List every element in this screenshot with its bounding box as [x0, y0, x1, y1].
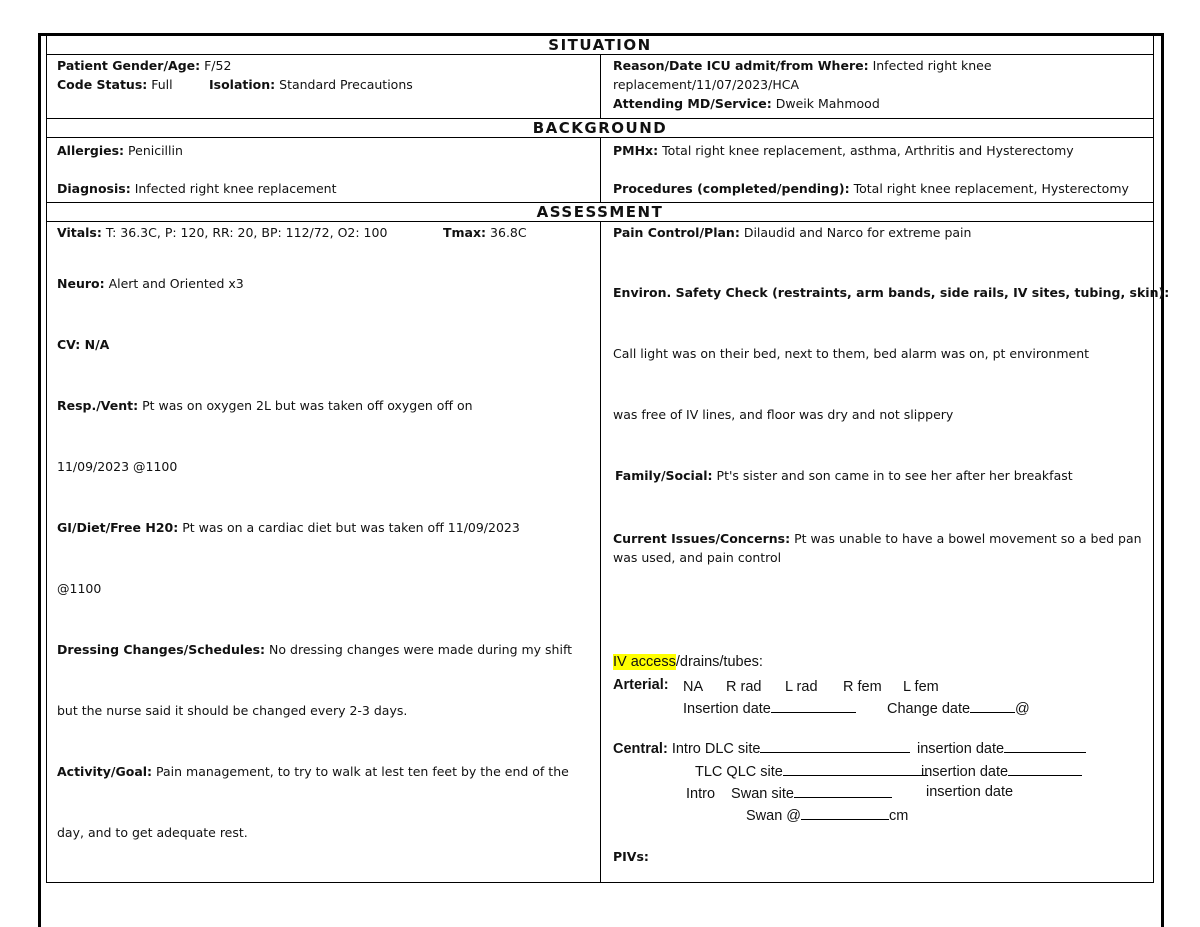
gender-age-line: Patient Gender/Age: F/52 [57, 58, 232, 73]
resp-line-2: 11/09/2023 @1100 [57, 459, 178, 474]
diagnosis-value: Infected right knee replacement [134, 181, 337, 196]
neuro-value: Alert and Oriented x3 [108, 276, 244, 291]
code-status-line: Code Status: Full [57, 77, 173, 92]
sbar-table [46, 36, 1170, 883]
neuro-line: Neuro: Alert and Oriented x3 [57, 276, 244, 291]
tlc-insertion-line: insertion date [921, 762, 1082, 780]
cv-line: CV: N/A [57, 337, 110, 352]
central-insertion-line: insertion date [917, 739, 1086, 757]
arterial-option-na: NA [683, 679, 704, 695]
issues-line: Current Issues/Concerns: Pt was unable to have a bowel movement so a bed pan [613, 531, 1142, 546]
isolation-line: Isolation: Standard Precautions [209, 77, 413, 92]
safety-line-1: Call light was on their bed, next to them, bed alarm was on, pt environment [613, 346, 1090, 361]
assessment-header: ASSESSMENT [47, 203, 1153, 222]
procedures-value: Total right knee replacement, Hysterectomy [853, 181, 1129, 196]
reason-line-2: replacement/11/07/2023/HCA [613, 77, 800, 92]
dressing-line-2: but the nurse said it should be changed every 2-3 days. [57, 703, 408, 718]
allergies-line: Allergies: Penicillin [57, 143, 183, 158]
gi-line: GI/Diet/Free H20: Pt was on a cardiac diet but was taken off 11/09/2023 [57, 520, 520, 535]
arterial-insertion-line: Insertion date [683, 699, 856, 717]
arterial-change-line: Change date @ [887, 701, 1030, 717]
swan-cm-blank[interactable] [801, 806, 889, 820]
family-value: Pt's sister and son came in to see her after her breakfast [716, 468, 1073, 483]
arterial-option-r-fem: R fem [843, 679, 882, 695]
situation-left-cell [47, 55, 601, 118]
family-line: Family/Social: Pt's sister and son came in to see her after her breakfast [615, 468, 1073, 483]
dressing-line: Dressing Changes/Schedules: No dressing changes were made during my shift [57, 642, 573, 657]
iv-access-highlight: IV access [613, 654, 676, 670]
assessment-right-cell [601, 222, 1170, 882]
situation-row [47, 55, 1153, 119]
pmhx-line: PMHx: Total right knee replacement, asthma, Arthritis and Hysterectomy [613, 143, 1074, 158]
arterial-change-date-blank[interactable] [970, 699, 1015, 713]
intro-dlc-site-blank[interactable] [760, 739, 910, 753]
allergies-value: Penicillin [128, 143, 183, 158]
pmhx-value: Total right knee replacement, asthma, Arthritis and Hysterectomy [662, 143, 1074, 158]
swan-site-blank[interactable] [794, 784, 892, 798]
intro-swan-line: Intro Swan site [686, 784, 892, 802]
central-line: Central: Intro DLC site [613, 739, 910, 757]
assessment-left-cell [47, 222, 601, 882]
right-border [1161, 33, 1164, 927]
tlc-insertion-date-blank[interactable] [1008, 762, 1082, 776]
left-border [38, 33, 41, 927]
attending-value: Dweik Mahmood [775, 96, 880, 111]
attending-line: Attending MD/Service: Dweik Mahmood [613, 96, 880, 111]
isolation-value: Standard Precautions [279, 77, 413, 92]
safety-line-2: was free of IV lines, and floor was dry and not slippery [613, 407, 954, 422]
background-row [47, 138, 1153, 203]
gender-age-value: F/52 [204, 58, 232, 73]
dlc-insertion-date-blank[interactable] [1004, 739, 1086, 753]
gi-line-2: @1100 [57, 581, 102, 596]
safety-label: Environ. Safety Check (restraints, arm bands, side rails, IV sites, tubing, skin): [613, 285, 1170, 300]
background-right-cell [601, 138, 1153, 202]
pain-line: Pain Control/Plan: Dilaudid and Narco for extreme pain [613, 225, 972, 240]
activity-line: Activity/Goal: Pain management, to try to walk at lest ten feet by the end of the [57, 764, 569, 779]
swan-insertion-line: insertion date [926, 784, 1014, 800]
tmax-line: Tmax: 36.8C [443, 225, 527, 240]
background-header: BACKGROUND [47, 119, 1153, 138]
sbar-report-page [38, 33, 1170, 927]
vitals-value: T: 36.3C, P: 120, RR: 20, BP: 112/72, O2: 100 [105, 225, 388, 240]
pain-value: Dilaudid and Narco for extreme pain [743, 225, 972, 240]
procedures-line: Procedures (completed/pending): Total right knee replacement, Hysterectomy [613, 181, 1129, 196]
situation-right-cell [601, 55, 1153, 118]
arterial-label: Arterial: [613, 677, 669, 693]
iv-access-heading: IV access/drains/tubes: [613, 654, 763, 670]
situation-header: SITUATION [47, 36, 1153, 55]
pivs-line: PIVs: [613, 849, 649, 864]
tlc-qlc-line: TLC QLC site [695, 762, 928, 780]
issues-line-2: was used, and pain control [613, 550, 782, 565]
assessment-row [47, 222, 1170, 883]
code-status-value: Full [151, 77, 173, 92]
tmax-value: 36.8C [490, 225, 527, 240]
arterial-insertion-date-blank[interactable] [771, 699, 856, 713]
vitals-line: Vitals: T: 36.3C, P: 120, RR: 20, BP: 112/72, O2: 100 [57, 225, 388, 240]
arterial-option-r-rad: R rad [726, 679, 762, 695]
activity-line-2: day, and to get adequate rest. [57, 825, 248, 840]
swan-at-line: Swan @ cm [746, 808, 909, 824]
resp-line: Resp./Vent: Pt was on oxygen 2L but was taken off oxygen off on [57, 398, 473, 413]
arterial-option-l-rad: L rad [785, 679, 818, 695]
diagnosis-line: Diagnosis: Infected right knee replacement [57, 181, 337, 196]
reason-line: Reason/Date ICU admit/from Where: Infected right knee [613, 58, 992, 73]
background-left-cell [47, 138, 601, 202]
arterial-option-l-fem: L fem [903, 679, 939, 695]
tlc-qlc-site-blank[interactable] [783, 762, 928, 776]
